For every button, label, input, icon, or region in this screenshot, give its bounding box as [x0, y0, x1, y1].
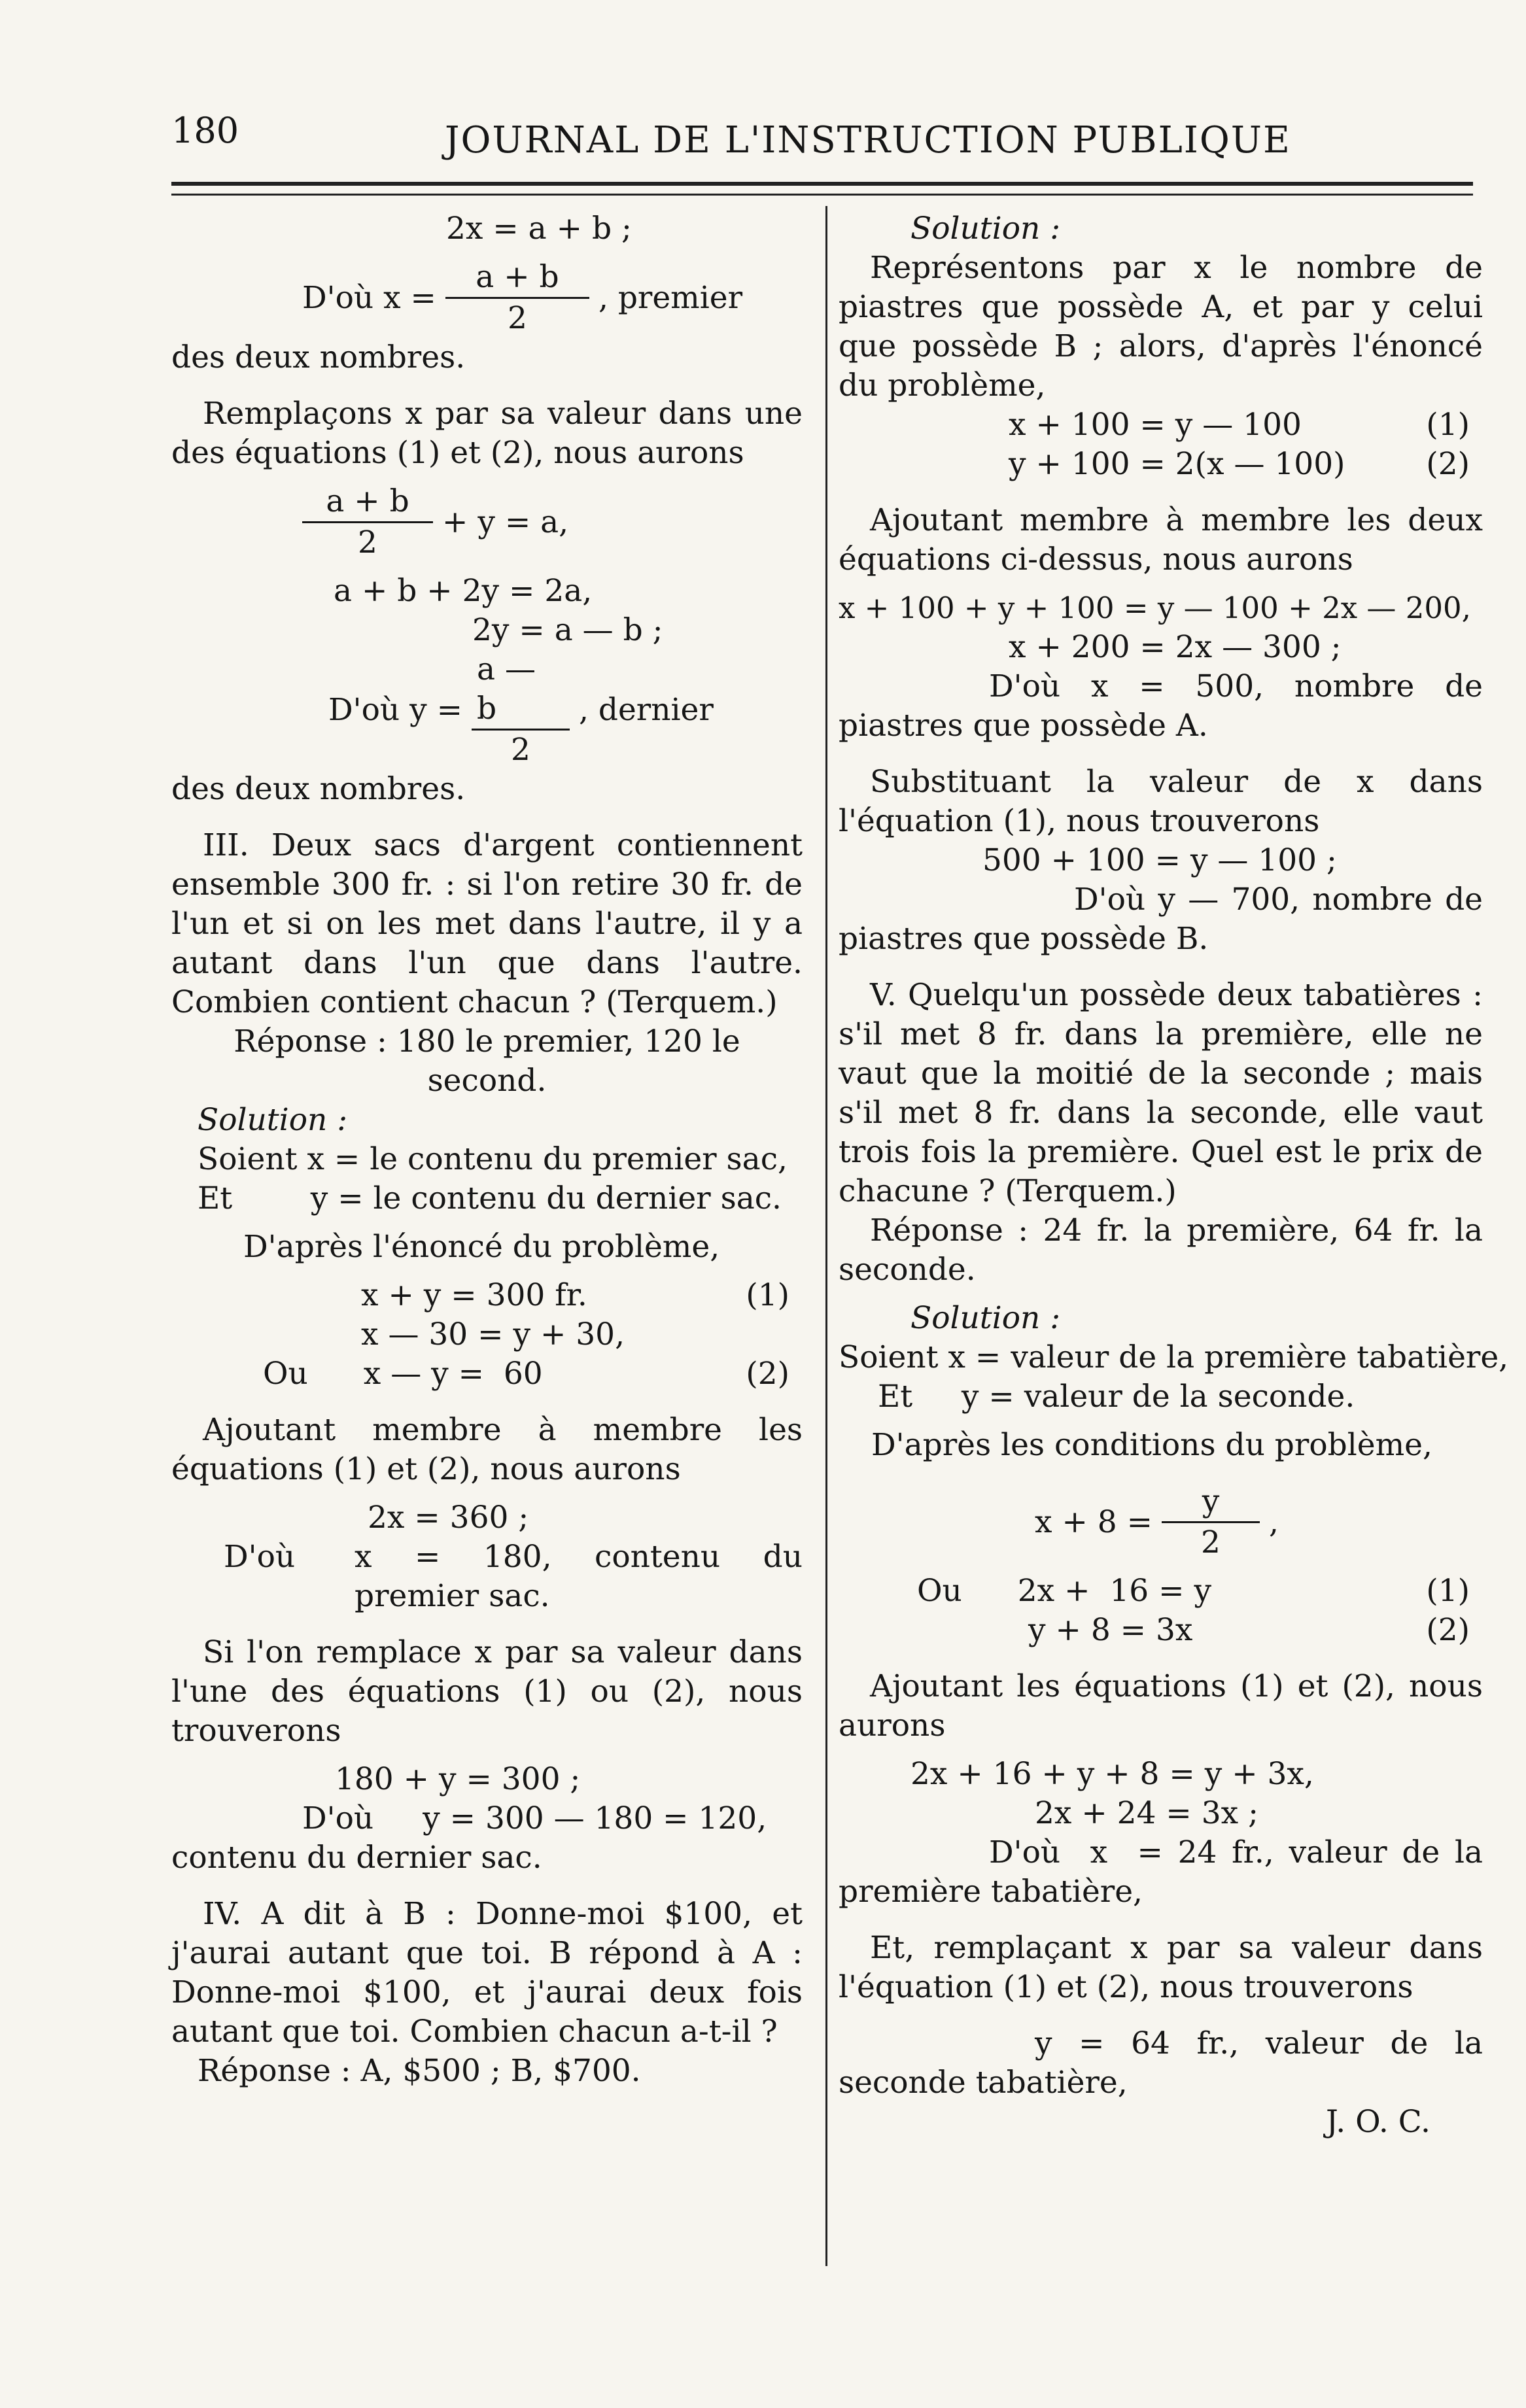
equation-suffix: , premier — [598, 279, 743, 316]
text-line: Soient x = le contenu du premier sac, — [198, 1141, 788, 1177]
paragraph: Ajoutant les équations (1) et (2), nous aurons — [839, 1668, 1483, 1744]
text-line: Et y = le contenu du dernier sac. — [198, 1180, 782, 1216]
header-rule-thin — [171, 194, 1473, 196]
equation: y + 8 = 3x — [1028, 1612, 1193, 1648]
equation-tag: (2) — [1426, 1612, 1470, 1648]
page-number: 180 — [171, 110, 239, 151]
text-line: D'après les conditions du problème, — [871, 1427, 1432, 1463]
fraction — [1162, 1482, 1260, 1562]
text-line: des deux nombres. — [171, 339, 466, 375]
denominator: 2 — [358, 525, 377, 560]
solution-heading: Solution : — [198, 1102, 348, 1138]
equation-row — [839, 1611, 1483, 1650]
equation-prefix: D'où — [224, 1539, 296, 1575]
equation: 2x = a + b ; — [446, 211, 632, 247]
equation-suffix: , dernier — [578, 691, 714, 728]
paragraph: D'où y — 700, nombre de piastres que possède B. — [839, 882, 1483, 957]
equation-row — [839, 1572, 1483, 1611]
header-rule — [171, 182, 1473, 186]
solution-heading: Solution : — [910, 211, 1061, 247]
equation: 500 + 100 = y — 100 ; — [982, 842, 1337, 878]
text-line: D'après l'énoncé du problème, — [243, 1229, 720, 1265]
equation-row — [171, 1538, 803, 1616]
right-column — [839, 209, 1509, 2142]
denominator: 2 — [1201, 1524, 1221, 1560]
equation: 180 + y = 300 ; — [335, 1761, 581, 1797]
text-line: Soient x = valeur de la première tabatière, — [839, 1339, 1509, 1375]
numerator: a + b — [326, 483, 409, 519]
running-title: JOURNAL DE L'INSTRUCTION PUBLIQUE — [445, 119, 1291, 162]
equation: x = 180, contenu du premier sac. — [355, 1539, 803, 1614]
numerator: y — [1202, 1483, 1220, 1519]
equation-tag: (1) — [746, 1277, 789, 1313]
left-column — [171, 209, 803, 2091]
answer-line: Réponse : 24 fr. la première, 64 fr. la seconde. — [839, 1213, 1483, 1288]
equation-tag: (2) — [746, 1356, 789, 1392]
equation: x + 200 = 2x — 300 ; — [1009, 629, 1342, 665]
signature: J. O. C. — [1326, 2104, 1431, 2140]
equation: y + 100 = 2(x — 100) — [1009, 446, 1345, 482]
paragraph: Si l'on remplace x par sa valeur dans l'une des équations (1) ou (2), nous trouverons — [171, 1634, 803, 1749]
equation-prefix: x + 8 = — [1035, 1504, 1153, 1540]
paragraph: Substituant la valeur de x dans l'équation (1), nous trouverons — [839, 764, 1483, 839]
equation: x — 30 = y + 30, — [361, 1316, 625, 1352]
equation: 2y = a — b ; — [472, 612, 663, 648]
paragraph: D'où x = 24 fr., valeur de la première tabatière, — [839, 1834, 1493, 1910]
equation-row — [839, 445, 1483, 484]
paragraph: y = 64 fr., valeur de la seconde tabatière, — [839, 2025, 1483, 2101]
equation: x + 100 + y + 100 = y — 100 + 2x — 200, — [839, 591, 1471, 625]
equation: x — y = 60 — [363, 1356, 543, 1392]
fraction — [472, 650, 570, 770]
column-divider — [825, 206, 827, 2266]
equation: y = 300 — 180 = 120, — [423, 1800, 767, 1836]
equation: 2x = 360 ; — [368, 1500, 529, 1536]
fraction — [445, 258, 589, 338]
equation: x + 100 = y — 100 — [1009, 407, 1302, 443]
answer-line: Réponse : 180 le premier, 120 le second. — [234, 1023, 740, 1099]
problem-III: III. Deux sacs d'argent contiennent ensemble 300 fr. : si l'on retire 30 fr. de l'un et si on les met dans l'autre, il y a autant dans l'un que dans l'autre. Combien contient chacun ? (Terquem.) — [171, 827, 803, 1020]
numerator: a + b — [476, 259, 559, 295]
solution-heading: Solution : — [910, 1300, 1061, 1336]
equation-tag: (1) — [1426, 407, 1470, 443]
equation-tag: (1) — [1426, 1573, 1470, 1609]
problem-IV: IV. A dit à B : Donne-moi $100, et j'aurai autant que toi. B répond à A : Donne-moi $100, et j'aurai deux fois autant que toi. Combien chacun a-t-il ? — [171, 1896, 803, 2050]
paragraph: Ajoutant membre à membre les deux équations ci-dessus, nous aurons — [839, 502, 1483, 577]
fraction-equation — [171, 258, 803, 338]
equation-tag: (2) — [1426, 446, 1470, 482]
numerator: a — b — [476, 651, 536, 727]
fraction-equation — [171, 650, 803, 770]
fraction-equation — [171, 482, 803, 562]
problem-V: V. Quelqu'un possède deux tabatières : s'il met 8 fr. dans la première, elle ne vaut que la moitié de la seconde ; mais s'il met 8 fr. dans la seconde, elle vaut trois fois la première. Quel est le prix de chacune ? (Terquem.) — [839, 977, 1483, 1209]
equation-prefix: D'où — [302, 1800, 374, 1836]
equation-row — [171, 1354, 803, 1394]
denominator: 2 — [507, 300, 527, 336]
equation-prefix: Ou — [263, 1356, 308, 1392]
text-line: Et y = valeur de la seconde. — [878, 1379, 1355, 1415]
answer-line: Réponse : A, $500 ; B, $700. — [198, 2053, 641, 2089]
equation-prefix: D'où y = — [328, 691, 462, 728]
text-line: des deux nombres. — [171, 771, 466, 807]
equation-prefix: Ou — [917, 1573, 962, 1609]
equation: a + b + 2y = 2a, — [334, 573, 593, 609]
equation: 2x + 16 = y — [1017, 1573, 1211, 1609]
equation: 2x + 16 + y + 8 = y + 3x, — [910, 1756, 1314, 1792]
equation: 2x + 24 = 3x ; — [1035, 1795, 1258, 1831]
paragraph: D'où x = 500, nombre de piastres que possède A. — [839, 668, 1483, 744]
equation-row — [839, 405, 1483, 445]
equation-row — [171, 1276, 803, 1315]
fraction — [302, 482, 433, 562]
equation: x + y = 300 fr. — [361, 1277, 587, 1313]
denominator: 2 — [511, 732, 530, 768]
equation-suffix: , — [1269, 1504, 1279, 1540]
paragraph: Remplaçons x par sa valeur dans une des équations (1) et (2), nous aurons — [171, 396, 803, 471]
paragraph: Représentons par x le nombre de piastres que possède A, et par y celui que possède B ; alors, d'après l'énoncé du problème, — [839, 250, 1483, 404]
equation-suffix: + y = a, — [442, 504, 569, 540]
equation-row — [171, 1799, 803, 1838]
text-line: contenu du dernier sac. — [171, 1840, 542, 1876]
paragraph: Ajoutant membre à membre les équations (1) et (2), nous aurons — [171, 1412, 803, 1487]
paragraph: Et, remplaçant x par sa valeur dans l'équation (1) et (2), nous trouverons — [839, 1930, 1483, 2005]
fraction-equation — [839, 1482, 1483, 1562]
equation-prefix: D'où x = — [302, 279, 436, 316]
